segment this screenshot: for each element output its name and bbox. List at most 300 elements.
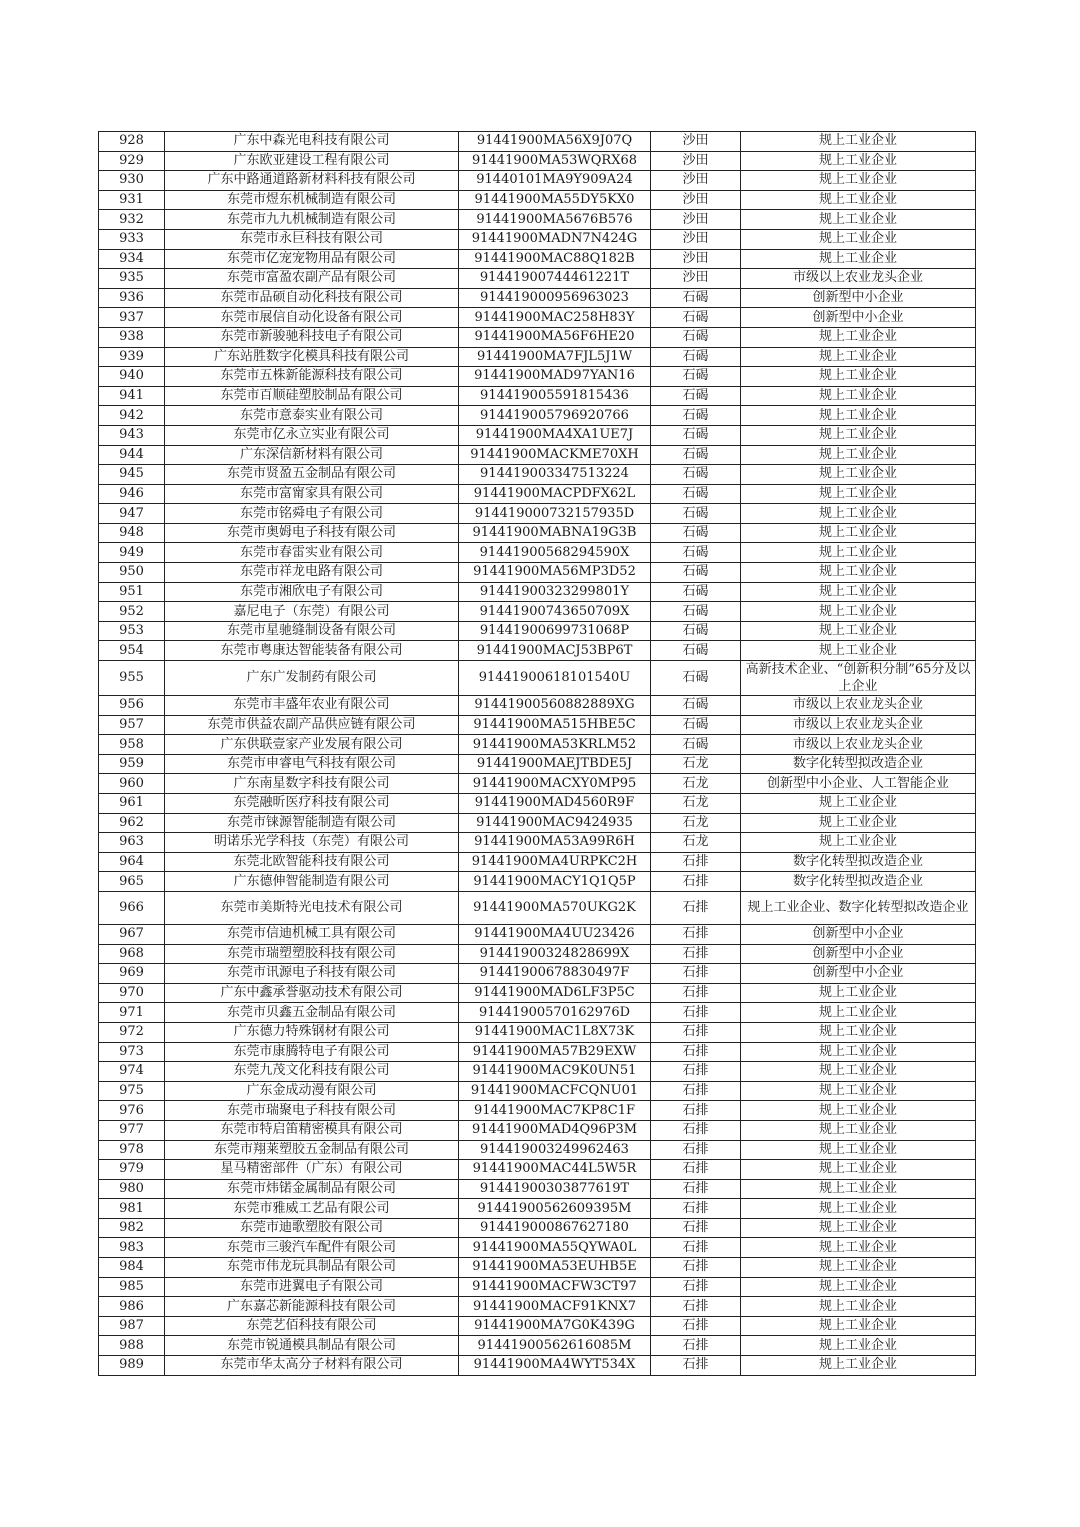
credit-code-cell: 914419005591815436	[459, 386, 651, 406]
row-number-cell: 935	[99, 269, 165, 289]
category-cell: 创新型中小企业、人工智能企业	[741, 774, 976, 794]
company-name-cell: 东莞市锐通模具制品有限公司	[165, 1336, 459, 1356]
row-number-cell: 977	[99, 1120, 165, 1140]
credit-code-cell: 91440101MA9Y909A24	[459, 171, 651, 191]
row-number-cell: 959	[99, 754, 165, 774]
table-body	[99, 132, 976, 1376]
table-row	[99, 1042, 976, 1062]
row-number-cell: 929	[99, 151, 165, 171]
table-row	[99, 1199, 976, 1219]
table-row	[99, 308, 976, 328]
table-row	[99, 386, 976, 406]
category-cell: 规上工业企业	[741, 1199, 976, 1219]
table-row	[99, 210, 976, 230]
town-cell: 石排	[651, 872, 741, 892]
row-number-cell: 936	[99, 288, 165, 308]
category-cell: 规上工业企业	[741, 1081, 976, 1101]
credit-code-cell: 91441900MACFCQNU01	[459, 1081, 651, 1101]
category-cell: 规上工业企业	[741, 833, 976, 853]
category-cell: 创新型中小企业	[741, 308, 976, 328]
company-name-cell: 东莞市迪歌塑胶有限公司	[165, 1218, 459, 1238]
credit-code-cell: 91441900MACFW3CT97	[459, 1277, 651, 1297]
table-row	[99, 582, 976, 602]
credit-code-cell: 91441900570162976D	[459, 1003, 651, 1023]
company-name-cell: 嘉尼电子（东莞）有限公司	[165, 602, 459, 622]
credit-code-cell: 91441900MA4WYT534X	[459, 1356, 651, 1376]
table-row	[99, 754, 976, 774]
row-number-cell: 989	[99, 1356, 165, 1376]
credit-code-cell: 91441900MA56X9J07Q	[459, 132, 651, 152]
table-row	[99, 1160, 976, 1180]
town-cell: 石排	[651, 1297, 741, 1317]
credit-code-cell: 91441900MAC258H83Y	[459, 308, 651, 328]
town-cell: 石排	[651, 1081, 741, 1101]
company-name-cell: 东莞市瑞聚电子科技有限公司	[165, 1101, 459, 1121]
category-cell: 规上工业企业	[741, 1336, 976, 1356]
company-name-cell: 广东嘉芯新能源科技有限公司	[165, 1297, 459, 1317]
company-name-cell: 东莞九茂文化科技有限公司	[165, 1062, 459, 1082]
credit-code-cell: 91441900MAC9K0UN51	[459, 1062, 651, 1082]
town-cell: 沙田	[651, 210, 741, 230]
company-name-cell: 东莞市湘欣电子有限公司	[165, 582, 459, 602]
credit-code-cell: 91441900MAC9424935	[459, 813, 651, 833]
table-row	[99, 1316, 976, 1336]
company-name-cell: 东莞市讯源电子科技有限公司	[165, 964, 459, 984]
row-number-cell: 941	[99, 386, 165, 406]
credit-code-cell: 914419000732157935D	[459, 504, 651, 524]
company-name-cell: 广东中鑫承誉驱动技术有限公司	[165, 983, 459, 1003]
table-row	[99, 425, 976, 445]
company-name-cell: 东莞市展信自动化设备有限公司	[165, 308, 459, 328]
table-row	[99, 621, 976, 641]
town-cell: 石龙	[651, 754, 741, 774]
town-cell: 石排	[651, 1179, 741, 1199]
category-cell: 规上工业企业	[741, 425, 976, 445]
company-name-cell: 东莞市伟龙玩具制品有限公司	[165, 1258, 459, 1278]
company-name-cell: 东莞市亿永立实业有限公司	[165, 425, 459, 445]
category-cell: 规上工业企业	[741, 445, 976, 465]
table-row	[99, 288, 976, 308]
category-cell: 创新型中小企业	[741, 924, 976, 944]
credit-code-cell: 91441900MA53KRLM52	[459, 735, 651, 755]
company-name-cell: 东莞市奥姆电子科技有限公司	[165, 523, 459, 543]
row-number-cell: 963	[99, 833, 165, 853]
town-cell: 石碣	[651, 386, 741, 406]
town-cell: 石龙	[651, 813, 741, 833]
table-row	[99, 735, 976, 755]
category-cell: 规上工业企业	[741, 1179, 976, 1199]
credit-code-cell: 914419000867627180	[459, 1218, 651, 1238]
table-row	[99, 249, 976, 269]
category-cell: 规上工业企业	[741, 1140, 976, 1160]
credit-code-cell: 91441900MA7G0K439G	[459, 1316, 651, 1336]
row-number-cell: 965	[99, 872, 165, 892]
row-number-cell: 950	[99, 563, 165, 583]
town-cell: 沙田	[651, 171, 741, 191]
credit-code-cell: 91441900560882889XG	[459, 696, 651, 716]
credit-code-cell: 91441900MA53WQRX68	[459, 151, 651, 171]
credit-code-cell: 91441900MAEJTBDE5J	[459, 754, 651, 774]
table-row	[99, 983, 976, 1003]
row-number-cell: 933	[99, 229, 165, 249]
company-name-cell: 东莞市煜东机械制造有限公司	[165, 190, 459, 210]
town-cell: 石碣	[651, 735, 741, 755]
company-name-cell: 东莞市品硕自动化科技有限公司	[165, 288, 459, 308]
category-cell: 规上工业企业	[741, 327, 976, 347]
table-row	[99, 269, 976, 289]
credit-code-cell: 91441900MA56F6HE20	[459, 327, 651, 347]
credit-code-cell: 91441900MAC44L5W5R	[459, 1160, 651, 1180]
table-row	[99, 1218, 976, 1238]
row-number-cell: 944	[99, 445, 165, 465]
company-name-cell: 广东站胜数字化模具科技有限公司	[165, 347, 459, 367]
row-number-cell: 940	[99, 367, 165, 387]
town-cell: 石碣	[651, 308, 741, 328]
table-row	[99, 1356, 976, 1376]
row-number-cell: 946	[99, 484, 165, 504]
company-name-cell: 东莞市意泰实业有限公司	[165, 406, 459, 426]
credit-code-cell: 91441900MAC88Q182B	[459, 249, 651, 269]
category-cell: 市级以上农业龙头企业	[741, 696, 976, 716]
row-number-cell: 930	[99, 171, 165, 191]
row-number-cell: 962	[99, 813, 165, 833]
company-name-cell: 东莞北欧智能科技有限公司	[165, 852, 459, 872]
credit-code-cell: 91441900743650709X	[459, 602, 651, 622]
row-number-cell: 942	[99, 406, 165, 426]
category-cell: 规上工业企业	[741, 406, 976, 426]
town-cell: 石排	[651, 1258, 741, 1278]
town-cell: 石碣	[651, 641, 741, 661]
category-cell: 规上工业企业	[741, 1238, 976, 1258]
company-name-cell: 东莞市贤盈五金制品有限公司	[165, 465, 459, 485]
table-row	[99, 891, 976, 924]
town-cell: 石排	[651, 1199, 741, 1219]
credit-code-cell: 91441900MA53A99R6H	[459, 833, 651, 853]
category-cell: 规上工业企业	[741, 1258, 976, 1278]
company-name-cell: 东莞市三骏汽车配件有限公司	[165, 1238, 459, 1258]
credit-code-cell: 91441900678830497F	[459, 964, 651, 984]
credit-code-cell: 91441900MACJ53BP6T	[459, 641, 651, 661]
credit-code-cell: 91441900MA56MP3D52	[459, 563, 651, 583]
row-number-cell: 972	[99, 1022, 165, 1042]
town-cell: 石排	[651, 924, 741, 944]
credit-code-cell: 91441900MA4UU23426	[459, 924, 651, 944]
table-row	[99, 465, 976, 485]
company-name-cell: 广东金成动漫有限公司	[165, 1081, 459, 1101]
table-row	[99, 964, 976, 984]
category-cell: 规上工业企业	[741, 983, 976, 1003]
town-cell: 石碣	[651, 484, 741, 504]
company-name-cell: 东莞市永巨科技有限公司	[165, 229, 459, 249]
company-name-cell: 东莞市供益农副产品供应链有限公司	[165, 715, 459, 735]
town-cell: 石碣	[651, 465, 741, 485]
credit-code-cell: 91441900MACKME70XH	[459, 445, 651, 465]
company-name-cell: 广东中森光电科技有限公司	[165, 132, 459, 152]
category-cell: 市级以上农业龙头企业	[741, 735, 976, 755]
credit-code-cell: 91441900562609395M	[459, 1199, 651, 1219]
town-cell: 石排	[651, 1022, 741, 1042]
company-name-cell: 东莞市铭舜电子有限公司	[165, 504, 459, 524]
category-cell: 规上工业企业	[741, 1297, 976, 1317]
row-number-cell: 978	[99, 1140, 165, 1160]
town-cell: 石碣	[651, 288, 741, 308]
company-name-cell: 东莞市五株新能源科技有限公司	[165, 367, 459, 387]
category-cell: 规上工业企业	[741, 641, 976, 661]
town-cell: 石排	[651, 944, 741, 964]
category-cell: 创新型中小企业	[741, 288, 976, 308]
category-cell: 规上工业企业	[741, 1120, 976, 1140]
category-cell: 规上工业企业	[741, 504, 976, 524]
town-cell: 沙田	[651, 269, 741, 289]
category-cell: 规上工业企业、数字化转型拟改造企业	[741, 891, 976, 924]
credit-code-cell: 91441900323299801Y	[459, 582, 651, 602]
row-number-cell: 975	[99, 1081, 165, 1101]
company-name-cell: 东莞市富甯家具有限公司	[165, 484, 459, 504]
company-name-cell: 东莞市新骏驰科技电子有限公司	[165, 327, 459, 347]
category-cell: 规上工业企业	[741, 563, 976, 583]
table-row	[99, 774, 976, 794]
category-cell: 规上工业企业	[741, 602, 976, 622]
town-cell: 石排	[651, 1277, 741, 1297]
row-number-cell: 958	[99, 735, 165, 755]
company-name-cell: 广东中路通道路新材料科技有限公司	[165, 171, 459, 191]
row-number-cell: 970	[99, 983, 165, 1003]
category-cell: 规上工业企业	[741, 132, 976, 152]
table-row	[99, 1258, 976, 1278]
credit-code-cell: 91441900MAC7KP8C1F	[459, 1101, 651, 1121]
category-cell: 规上工业企业	[741, 543, 976, 563]
row-number-cell: 949	[99, 543, 165, 563]
credit-code-cell: 914419000956963023	[459, 288, 651, 308]
category-cell: 规上工业企业	[741, 813, 976, 833]
credit-code-cell: 91441900MA5676B576	[459, 210, 651, 230]
credit-code-cell: 914419005796920766	[459, 406, 651, 426]
town-cell: 石碣	[651, 715, 741, 735]
company-name-cell: 东莞市铼源智能制造有限公司	[165, 813, 459, 833]
category-cell: 规上工业企业	[741, 229, 976, 249]
town-cell: 石排	[651, 1336, 741, 1356]
category-cell: 规上工业企业	[741, 1101, 976, 1121]
row-number-cell: 938	[99, 327, 165, 347]
credit-code-cell: 91441900744461221T	[459, 269, 651, 289]
company-name-cell: 广东欧亚建设工程有限公司	[165, 151, 459, 171]
town-cell: 石排	[651, 891, 741, 924]
table-row	[99, 406, 976, 426]
category-cell: 规上工业企业	[741, 484, 976, 504]
row-number-cell: 956	[99, 696, 165, 716]
table-row	[99, 563, 976, 583]
town-cell: 沙田	[651, 190, 741, 210]
row-number-cell: 932	[99, 210, 165, 230]
credit-code-cell: 91441900MABNA19G3B	[459, 523, 651, 543]
town-cell: 石排	[651, 1101, 741, 1121]
town-cell: 石碣	[651, 367, 741, 387]
table-row	[99, 1238, 976, 1258]
row-number-cell: 957	[99, 715, 165, 735]
town-cell: 石碣	[651, 406, 741, 426]
table-row	[99, 132, 976, 152]
row-number-cell: 945	[99, 465, 165, 485]
company-name-cell: 广东深信新材料有限公司	[165, 445, 459, 465]
table-row	[99, 794, 976, 814]
category-cell: 规上工业企业	[741, 465, 976, 485]
town-cell: 石碣	[651, 582, 741, 602]
category-cell: 规上工业企业	[741, 1003, 976, 1023]
company-name-cell: 东莞市丰盛年农业有限公司	[165, 696, 459, 716]
town-cell: 石龙	[651, 774, 741, 794]
table-row	[99, 1336, 976, 1356]
table-row	[99, 151, 976, 171]
row-number-cell: 928	[99, 132, 165, 152]
row-number-cell: 934	[99, 249, 165, 269]
company-name-cell: 广东德伸智能制造有限公司	[165, 872, 459, 892]
company-name-cell: 东莞市进翼电子有限公司	[165, 1277, 459, 1297]
table-row	[99, 1140, 976, 1160]
table-row	[99, 1022, 976, 1042]
town-cell: 沙田	[651, 132, 741, 152]
company-name-cell: 东莞市美斯特光电技术有限公司	[165, 891, 459, 924]
company-name-cell: 东莞艺佰科技有限公司	[165, 1316, 459, 1336]
town-cell: 石碣	[651, 563, 741, 583]
company-name-cell: 广东德力特殊钢材有限公司	[165, 1022, 459, 1042]
town-cell: 石排	[651, 1316, 741, 1336]
row-number-cell: 981	[99, 1199, 165, 1219]
credit-code-cell: 91441900MAC1L8X73K	[459, 1022, 651, 1042]
row-number-cell: 986	[99, 1297, 165, 1317]
credit-code-cell: 914419003249962463	[459, 1140, 651, 1160]
row-number-cell: 954	[99, 641, 165, 661]
table-row	[99, 641, 976, 661]
company-name-cell: 广东南星数字科技有限公司	[165, 774, 459, 794]
credit-code-cell: 91441900303877619T	[459, 1179, 651, 1199]
town-cell: 石排	[651, 1140, 741, 1160]
town-cell: 沙田	[651, 249, 741, 269]
company-name-cell: 东莞市粤康达智能装备有限公司	[165, 641, 459, 661]
company-name-cell: 东莞市百顺硅塑胶制品有限公司	[165, 386, 459, 406]
credit-code-cell: 91441900MAD4560R9F	[459, 794, 651, 814]
table-row	[99, 1101, 976, 1121]
credit-code-cell: 91441900MADN7N424G	[459, 229, 651, 249]
town-cell: 石碣	[651, 543, 741, 563]
town-cell: 石排	[651, 852, 741, 872]
row-number-cell: 966	[99, 891, 165, 924]
row-number-cell: 979	[99, 1160, 165, 1180]
table-row	[99, 661, 976, 696]
town-cell: 石排	[651, 1218, 741, 1238]
town-cell: 石排	[651, 983, 741, 1003]
table-row	[99, 852, 976, 872]
town-cell: 石碣	[651, 621, 741, 641]
row-number-cell: 943	[99, 425, 165, 445]
town-cell: 石碣	[651, 445, 741, 465]
town-cell: 沙田	[651, 151, 741, 171]
company-name-cell: 东莞市星驰缝制设备有限公司	[165, 621, 459, 641]
row-number-cell: 982	[99, 1218, 165, 1238]
company-name-cell: 东莞市雅威工艺品有限公司	[165, 1199, 459, 1219]
row-number-cell: 980	[99, 1179, 165, 1199]
town-cell: 石排	[651, 1003, 741, 1023]
company-name-cell: 东莞市炜锘金属制品有限公司	[165, 1179, 459, 1199]
row-number-cell: 974	[99, 1062, 165, 1082]
row-number-cell: 985	[99, 1277, 165, 1297]
company-name-cell: 东莞市贝鑫五金制品有限公司	[165, 1003, 459, 1023]
credit-code-cell: 91441900324828699X	[459, 944, 651, 964]
category-cell: 规上工业企业	[741, 523, 976, 543]
town-cell: 石碣	[651, 523, 741, 543]
credit-code-cell: 91441900MA515HBE5C	[459, 715, 651, 735]
category-cell: 规上工业企业	[741, 794, 976, 814]
credit-code-cell: 914419003347513224	[459, 465, 651, 485]
category-cell: 规上工业企业	[741, 367, 976, 387]
company-name-cell: 东莞市华太高分子材料有限公司	[165, 1356, 459, 1376]
company-name-cell: 广东广发制药有限公司	[165, 661, 459, 696]
town-cell: 石碣	[651, 696, 741, 716]
table-row	[99, 1120, 976, 1140]
credit-code-cell: 91441900MA4URPKC2H	[459, 852, 651, 872]
table-row	[99, 1003, 976, 1023]
category-cell: 规上工业企业	[741, 210, 976, 230]
company-name-cell: 东莞市特启笛精密模具有限公司	[165, 1120, 459, 1140]
credit-code-cell: 91441900699731068P	[459, 621, 651, 641]
company-name-cell: 星马精密部件（广东）有限公司	[165, 1160, 459, 1180]
row-number-cell: 960	[99, 774, 165, 794]
table-row	[99, 833, 976, 853]
town-cell: 石碣	[651, 504, 741, 524]
category-cell: 数字化转型拟改造企业	[741, 852, 976, 872]
row-number-cell: 931	[99, 190, 165, 210]
table-row	[99, 872, 976, 892]
category-cell: 规上工业企业	[741, 1356, 976, 1376]
category-cell: 规上工业企业	[741, 1316, 976, 1336]
credit-code-cell: 91441900MACXY0MP95	[459, 774, 651, 794]
table-row	[99, 327, 976, 347]
company-name-cell: 东莞市信迪机械工具有限公司	[165, 924, 459, 944]
table-row	[99, 1297, 976, 1317]
credit-code-cell: 91441900618101540U	[459, 661, 651, 696]
category-cell: 市级以上农业龙头企业	[741, 715, 976, 735]
company-name-cell: 东莞市申睿电气科技有限公司	[165, 754, 459, 774]
row-number-cell: 973	[99, 1042, 165, 1062]
credit-code-cell: 91441900MA55DY5KX0	[459, 190, 651, 210]
table-row	[99, 367, 976, 387]
town-cell: 石龙	[651, 833, 741, 853]
table-row	[99, 171, 976, 191]
company-name-cell: 明诺乐光学科技（东莞）有限公司	[165, 833, 459, 853]
town-cell: 石龙	[651, 794, 741, 814]
town-cell: 石排	[651, 1238, 741, 1258]
row-number-cell: 953	[99, 621, 165, 641]
table-row	[99, 347, 976, 367]
credit-code-cell: 91441900MA55QYWA0L	[459, 1238, 651, 1258]
table-row	[99, 229, 976, 249]
table-row	[99, 1081, 976, 1101]
town-cell: 石排	[651, 1356, 741, 1376]
company-name-cell: 东莞市康腾特电子有限公司	[165, 1042, 459, 1062]
credit-code-cell: 91441900MA4XA1UE7J	[459, 425, 651, 445]
category-cell: 市级以上农业龙头企业	[741, 269, 976, 289]
credit-code-cell: 91441900MA570UKG2K	[459, 891, 651, 924]
category-cell: 规上工业企业	[741, 190, 976, 210]
table-row	[99, 1179, 976, 1199]
category-cell: 规上工业企业	[741, 1277, 976, 1297]
town-cell: 石碣	[651, 602, 741, 622]
town-cell: 沙田	[651, 229, 741, 249]
table-row	[99, 445, 976, 465]
row-number-cell: 964	[99, 852, 165, 872]
row-number-cell: 967	[99, 924, 165, 944]
credit-code-cell: 91441900MACF91KNX7	[459, 1297, 651, 1317]
credit-code-cell: 91441900MAD6LF3P5C	[459, 983, 651, 1003]
